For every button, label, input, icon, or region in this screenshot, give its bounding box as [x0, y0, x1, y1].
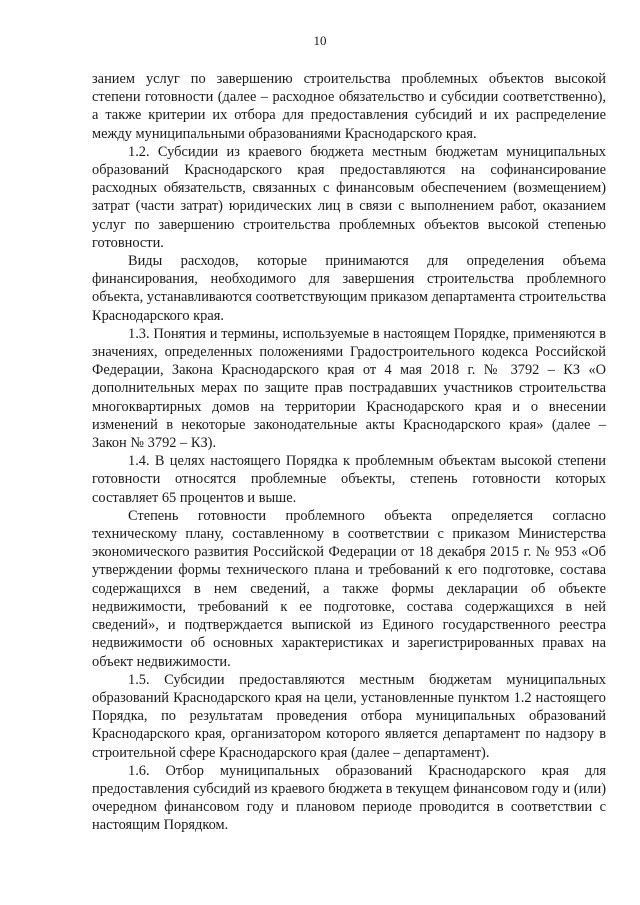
paragraph-1-3: 1.3. Понятия и термины, используемые в настоящем Порядке, применяются в значениях, определенных положениями Градостроительного кодекса Российской Федерации, Закона Краснодарского края от 4 мая 2018 г. № 3792 – КЗ «О дополнительных мерах по защите прав пострадавших участников строительства многоквартирных домов на территории Краснодарского края и о внесении изменений в некоторые законодательные акты Краснодарского края» (далее – Закон № 3792 – КЗ). [92, 325, 606, 452]
paragraph-1-6: 1.6. Отбор муниципальных образований Краснодарского края для предоставления субсидий из краевого бюджета в текущем финансовом году и (или) очередном финансовом году и плановом периоде проводится в соответствии с настоящим Порядком. [92, 762, 606, 834]
paragraph-1-2: 1.2. Субсидии из краевого бюджета местным бюджетам муниципальных образований Краснодарского края предоставляются на софинансирование расходных обязательств, связанных с финансовым обеспечением (возмещением) затрат (части затрат) юридических лиц в связи с выполнением работ, оказанием услуг по завершению строительства проблемных объектов высокой степенью готовности. [92, 143, 606, 251]
document-body [92, 70, 606, 835]
page-number: 10 [313, 33, 327, 48]
paragraph-1-4: 1.4. В целях настоящего Порядка к проблемным объектам высокой степени готовности относятся проблемные объекты, степень готовности которых составляет 65 процентов и выше. [92, 453, 606, 506]
paragraph-readiness-degree: Степень готовности проблемного объекта определяется согласно техническому плану, составленному в соответствии с приказом Министерства экономического развития Российской Федерации от 18 декабря 2015 г. № 953 «Об утверждении формы технического плана и требований к его подготовке, состава содержащихся в нем сведений, а также формы декларации об объекте недвижимости, требований к ее подготовке, состава содержащихся в ней сведений», и подтверждается выпиской из Единого государственного реестра недвижимости об основных характеристиках и зарегистрированных правах на объект недвижимости. [92, 507, 606, 670]
paragraph-continuation: занием услуг по завершению строительства проблемных объектов высокой степени готовности (далее – расходное обязательство и субсидии соответственно), а также критерии их отбора для предоставления субсидий и их распределение между муниципальными образованиями Краснодарского края. [92, 71, 606, 142]
paragraph-1-5: 1.5. Субсидии предоставляются местным бюджетам муниципальных образований Краснодарского края на цели, установленные пунктом 1.2 настоящего Порядка, по результатам проведения отбора муниципальных образований Краснодарского края, организатором которого является департамент по надзору в строительной сфере Краснодарского края (далее – департамент). [92, 671, 606, 761]
paragraph-expense-types: Виды расходов, которые принимаются для определения объема финансирования, необходимого для завершения строительства проблемного объекта, устанавливаются соответствующим приказом департамента строительства Краснодарского края. [92, 253, 606, 324]
